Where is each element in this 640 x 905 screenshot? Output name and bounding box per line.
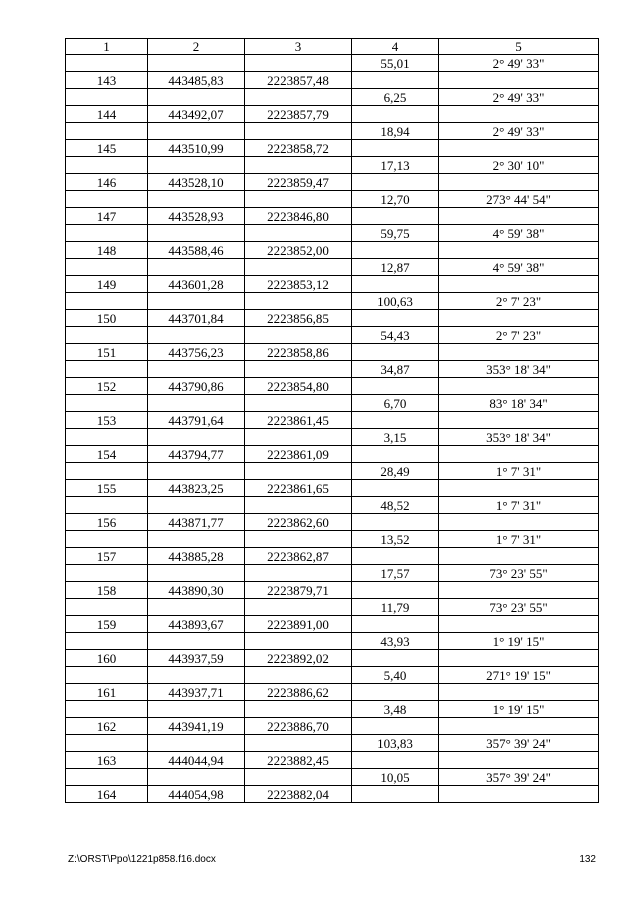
table-cell-col-2: 443510,99 [148,140,245,157]
table-cell-col-4 [352,582,439,599]
table-cell-col-3 [245,293,352,310]
table-cell-col-2 [148,123,245,140]
table-cell-col-1: 147 [66,208,148,225]
table-cell-col-4 [352,684,439,701]
table-cell-col-5 [439,718,599,735]
table-row [66,378,599,395]
table-cell-col-1 [66,463,148,480]
table-cell-col-4: 12,87 [352,259,439,276]
table-cell-col-1: 160 [66,650,148,667]
table-cell-col-4: 54,43 [352,327,439,344]
table-cell-col-2: 443492,07 [148,106,245,123]
table-cell-col-2: 443890,30 [148,582,245,599]
table-cell-col-1 [66,565,148,582]
table-cell-col-2 [148,361,245,378]
table-cell-col-3: 2223846,80 [245,208,352,225]
table-cell-col-5 [439,786,599,803]
table-cell-col-3: 2223882,04 [245,786,352,803]
table-cell-col-2: 443485,83 [148,72,245,89]
table-cell-col-1 [66,293,148,310]
table-cell-col-4 [352,480,439,497]
table-cell-col-2: 443871,77 [148,514,245,531]
table-cell-col-2 [148,429,245,446]
table-cell-col-1 [66,497,148,514]
header-col-2: 2 [148,39,245,55]
table-cell-col-4 [352,344,439,361]
table-cell-col-4: 100,63 [352,293,439,310]
table-cell-col-5 [439,548,599,565]
table-cell-col-1: 143 [66,72,148,89]
coordinates-table [65,38,599,803]
table-row [66,463,599,480]
table-cell-col-4 [352,276,439,293]
table-cell-col-2 [148,327,245,344]
table-cell-col-2 [148,701,245,718]
table-cell-col-4 [352,446,439,463]
table-cell-col-4 [352,242,439,259]
table-cell-col-1 [66,735,148,752]
table-cell-col-5: 1° 7' 31" [439,531,599,548]
table-row [66,531,599,548]
table-cell-col-1 [66,361,148,378]
table-cell-col-2 [148,293,245,310]
table-row [66,786,599,803]
table-row [66,650,599,667]
table-cell-col-2 [148,497,245,514]
table-cell-col-4: 10,05 [352,769,439,786]
table-cell-col-5 [439,72,599,89]
table-cell-col-3: 2223861,45 [245,412,352,429]
table-cell-col-3 [245,735,352,752]
table-row [66,565,599,582]
table-row [66,123,599,140]
table-cell-col-4: 34,87 [352,361,439,378]
table-cell-col-2: 443588,46 [148,242,245,259]
table-header [66,39,599,55]
table-cell-col-2: 443528,10 [148,174,245,191]
table-row [66,361,599,378]
table-cell-col-5 [439,480,599,497]
table-cell-col-1: 158 [66,582,148,599]
table-cell-col-5: 83° 18' 34" [439,395,599,412]
table-cell-col-1 [66,429,148,446]
table-cell-col-2 [148,735,245,752]
table-cell-col-4: 17,57 [352,565,439,582]
table-cell-col-5: 271° 19' 15" [439,667,599,684]
table-cell-col-1 [66,225,148,242]
table-cell-col-2 [148,157,245,174]
table-cell-col-4 [352,140,439,157]
table-cell-col-1: 153 [66,412,148,429]
table-cell-col-4 [352,412,439,429]
table-cell-col-1 [66,395,148,412]
table-cell-col-5 [439,276,599,293]
table-row [66,769,599,786]
table-cell-col-3: 2223859,47 [245,174,352,191]
table-cell-col-3: 2223852,00 [245,242,352,259]
table-row [66,701,599,718]
table-cell-col-3 [245,327,352,344]
table-cell-col-3 [245,225,352,242]
table-cell-col-3: 2223857,48 [245,72,352,89]
table-cell-col-3 [245,463,352,480]
table-cell-col-1 [66,769,148,786]
table-cell-col-4 [352,514,439,531]
table-cell-col-3: 2223892,02 [245,650,352,667]
table-cell-col-4: 3,15 [352,429,439,446]
table-cell-col-5 [439,242,599,259]
table-cell-col-2: 443893,67 [148,616,245,633]
table-cell-col-4: 13,52 [352,531,439,548]
table-cell-col-1 [66,633,148,650]
table-cell-col-3 [245,191,352,208]
table-cell-col-5: 73° 23' 55" [439,565,599,582]
table-cell-col-4: 6,25 [352,89,439,106]
table-cell-col-3 [245,123,352,140]
table-cell-col-4 [352,718,439,735]
table-cell-col-2 [148,565,245,582]
table-cell-col-4: 6,70 [352,395,439,412]
header-row [66,39,599,55]
table-cell-col-1: 149 [66,276,148,293]
table-cell-col-1: 154 [66,446,148,463]
table-cell-col-4: 18,94 [352,123,439,140]
table-cell-col-1 [66,701,148,718]
table-cell-col-3: 2223858,72 [245,140,352,157]
table-cell-col-2 [148,667,245,684]
table-cell-col-4: 17,13 [352,157,439,174]
table-cell-col-5 [439,514,599,531]
table-row [66,225,599,242]
table-cell-col-3: 2223861,09 [245,446,352,463]
table-cell-col-1 [66,327,148,344]
table-cell-col-3 [245,361,352,378]
table-cell-col-3 [245,157,352,174]
table-cell-col-5 [439,650,599,667]
table-cell-col-1: 162 [66,718,148,735]
table-cell-col-4 [352,174,439,191]
table-cell-col-1 [66,123,148,140]
table-cell-col-3: 2223886,62 [245,684,352,701]
table-cell-col-2: 443601,28 [148,276,245,293]
table-cell-col-5: 2° 49' 33" [439,55,599,72]
table-cell-col-5: 357° 39' 24" [439,769,599,786]
table-cell-col-3 [245,769,352,786]
table-cell-col-1 [66,157,148,174]
table-row [66,157,599,174]
table-cell-col-5: 273° 44' 54" [439,191,599,208]
table-cell-col-2: 443791,64 [148,412,245,429]
table-cell-col-2: 443528,93 [148,208,245,225]
table-cell-col-5: 357° 39' 24" [439,735,599,752]
header-col-5: 5 [439,39,599,55]
table-cell-col-3: 2223879,71 [245,582,352,599]
table-cell-col-2 [148,531,245,548]
table-cell-col-1: 161 [66,684,148,701]
table-cell-col-3: 2223857,79 [245,106,352,123]
table-cell-col-3: 2223882,45 [245,752,352,769]
table-row [66,429,599,446]
table-cell-col-2: 443701,84 [148,310,245,327]
table-cell-col-2: 444044,94 [148,752,245,769]
table-row [66,412,599,429]
table-cell-col-5 [439,752,599,769]
table-cell-col-1 [66,667,148,684]
table-body [66,55,599,803]
table-cell-col-2: 443885,28 [148,548,245,565]
table-cell-col-4: 11,79 [352,599,439,616]
table-cell-col-2 [148,225,245,242]
table-cell-col-3 [245,259,352,276]
table-cell-col-5: 1° 19' 15" [439,701,599,718]
table-cell-col-5: 353° 18' 34" [439,361,599,378]
table-cell-col-2 [148,89,245,106]
table-row [66,497,599,514]
footer-page-number: 132 [579,854,596,865]
table-cell-col-4 [352,650,439,667]
table-cell-col-5: 1° 19' 15" [439,633,599,650]
table-cell-col-1: 151 [66,344,148,361]
table-row [66,259,599,276]
table-cell-col-3: 2223856,85 [245,310,352,327]
table-cell-col-5: 2° 7' 23" [439,327,599,344]
table-cell-col-5: 2° 7' 23" [439,293,599,310]
table-cell-col-2 [148,395,245,412]
table-cell-col-5 [439,378,599,395]
table-row [66,327,599,344]
table-cell-col-3: 2223862,87 [245,548,352,565]
table-cell-col-5: 4° 59' 38" [439,225,599,242]
table-cell-col-5: 2° 49' 33" [439,89,599,106]
table-row [66,582,599,599]
table-cell-col-3 [245,429,352,446]
table-row [66,616,599,633]
table-cell-col-1: 159 [66,616,148,633]
table-row [66,599,599,616]
table-row [66,633,599,650]
table-cell-col-4: 5,40 [352,667,439,684]
table-row [66,310,599,327]
table-cell-col-1 [66,89,148,106]
table-cell-col-2 [148,259,245,276]
table-row [66,140,599,157]
table-row [66,667,599,684]
table-cell-col-3: 2223862,60 [245,514,352,531]
table-cell-col-4 [352,752,439,769]
table-cell-col-4: 103,83 [352,735,439,752]
table-cell-col-1: 148 [66,242,148,259]
table-row [66,72,599,89]
table-row [66,446,599,463]
table-cell-col-3: 2223861,65 [245,480,352,497]
table-row [66,684,599,701]
table-cell-col-2: 443756,23 [148,344,245,361]
table-cell-col-1 [66,599,148,616]
table-cell-col-3 [245,701,352,718]
table-cell-col-1: 152 [66,378,148,395]
table-cell-col-5 [439,412,599,429]
table-row [66,276,599,293]
table-cell-col-5 [439,684,599,701]
table-cell-col-1 [66,259,148,276]
table-cell-col-4 [352,786,439,803]
table-cell-col-5: 2° 49' 33" [439,123,599,140]
table-cell-col-1: 144 [66,106,148,123]
table-row [66,293,599,310]
table-row [66,242,599,259]
table-row [66,752,599,769]
table-row [66,548,599,565]
table-cell-col-4: 28,49 [352,463,439,480]
table-cell-col-3: 2223853,12 [245,276,352,293]
table-cell-col-4 [352,106,439,123]
table-row [66,106,599,123]
table-cell-col-1: 157 [66,548,148,565]
table-cell-col-1: 156 [66,514,148,531]
table-cell-col-4 [352,616,439,633]
table-cell-col-3 [245,395,352,412]
table-cell-col-5 [439,174,599,191]
table-row [66,208,599,225]
table-cell-col-3 [245,565,352,582]
header-col-1: 1 [66,39,148,55]
table-row [66,514,599,531]
table-cell-col-5: 4° 59' 38" [439,259,599,276]
table-cell-col-2: 443937,71 [148,684,245,701]
table-row [66,718,599,735]
table-row [66,480,599,497]
table-cell-col-1: 150 [66,310,148,327]
table-cell-col-5 [439,310,599,327]
table-cell-col-5 [439,446,599,463]
table-row [66,735,599,752]
table-cell-col-3 [245,89,352,106]
table-cell-col-3 [245,599,352,616]
table-cell-col-5 [439,106,599,123]
table-cell-col-3: 2223891,00 [245,616,352,633]
table-cell-col-2: 443790,86 [148,378,245,395]
table-cell-col-4 [352,208,439,225]
table-cell-col-3 [245,497,352,514]
table-cell-col-5 [439,208,599,225]
table-row [66,191,599,208]
table-cell-col-4 [352,378,439,395]
table-cell-col-1: 155 [66,480,148,497]
table-cell-col-2 [148,191,245,208]
table-cell-col-5: 353° 18' 34" [439,429,599,446]
table-cell-col-3 [245,55,352,72]
table-cell-col-3 [245,531,352,548]
table-cell-col-3: 2223854,80 [245,378,352,395]
table-cell-col-3: 2223858,86 [245,344,352,361]
table-cell-col-2: 443794,77 [148,446,245,463]
table-cell-col-5 [439,616,599,633]
table-cell-col-2: 444054,98 [148,786,245,803]
table-cell-col-4: 12,70 [352,191,439,208]
table-cell-col-3 [245,667,352,684]
table-row [66,55,599,72]
table-cell-col-2 [148,633,245,650]
table-cell-col-5: 1° 7' 31" [439,463,599,480]
table-cell-col-2 [148,769,245,786]
table-cell-col-1: 163 [66,752,148,769]
table-cell-col-4: 55,01 [352,55,439,72]
table-cell-col-2: 443823,25 [148,480,245,497]
table-cell-col-4: 59,75 [352,225,439,242]
table-cell-col-2 [148,463,245,480]
table-cell-col-2: 443941,19 [148,718,245,735]
table-cell-col-4: 43,93 [352,633,439,650]
table-cell-col-1 [66,191,148,208]
table-cell-col-5 [439,344,599,361]
table-cell-col-5: 2° 30' 10" [439,157,599,174]
table-cell-col-4 [352,548,439,565]
table-cell-col-4 [352,310,439,327]
table-cell-col-4: 3,48 [352,701,439,718]
table-cell-col-5 [439,582,599,599]
table-cell-col-5: 73° 23' 55" [439,599,599,616]
table-cell-col-2 [148,599,245,616]
table-cell-col-1: 146 [66,174,148,191]
table-cell-col-2 [148,55,245,72]
table-row [66,395,599,412]
table-cell-col-3: 2223886,70 [245,718,352,735]
table-cell-col-1 [66,55,148,72]
table-cell-col-3 [245,633,352,650]
table-row [66,344,599,361]
table-cell-col-1: 145 [66,140,148,157]
table-cell-col-1: 164 [66,786,148,803]
table-cell-col-4 [352,72,439,89]
table-cell-col-5: 1° 7' 31" [439,497,599,514]
table-cell-col-2: 443937,59 [148,650,245,667]
header-col-4: 4 [352,39,439,55]
table-row [66,174,599,191]
table-cell-col-1 [66,531,148,548]
header-col-3: 3 [245,39,352,55]
table-cell-col-5 [439,140,599,157]
table-row [66,89,599,106]
table-cell-col-4: 48,52 [352,497,439,514]
footer-file-path: Z:\ORST\Ppo\1221p858.f16.docx [68,854,216,865]
